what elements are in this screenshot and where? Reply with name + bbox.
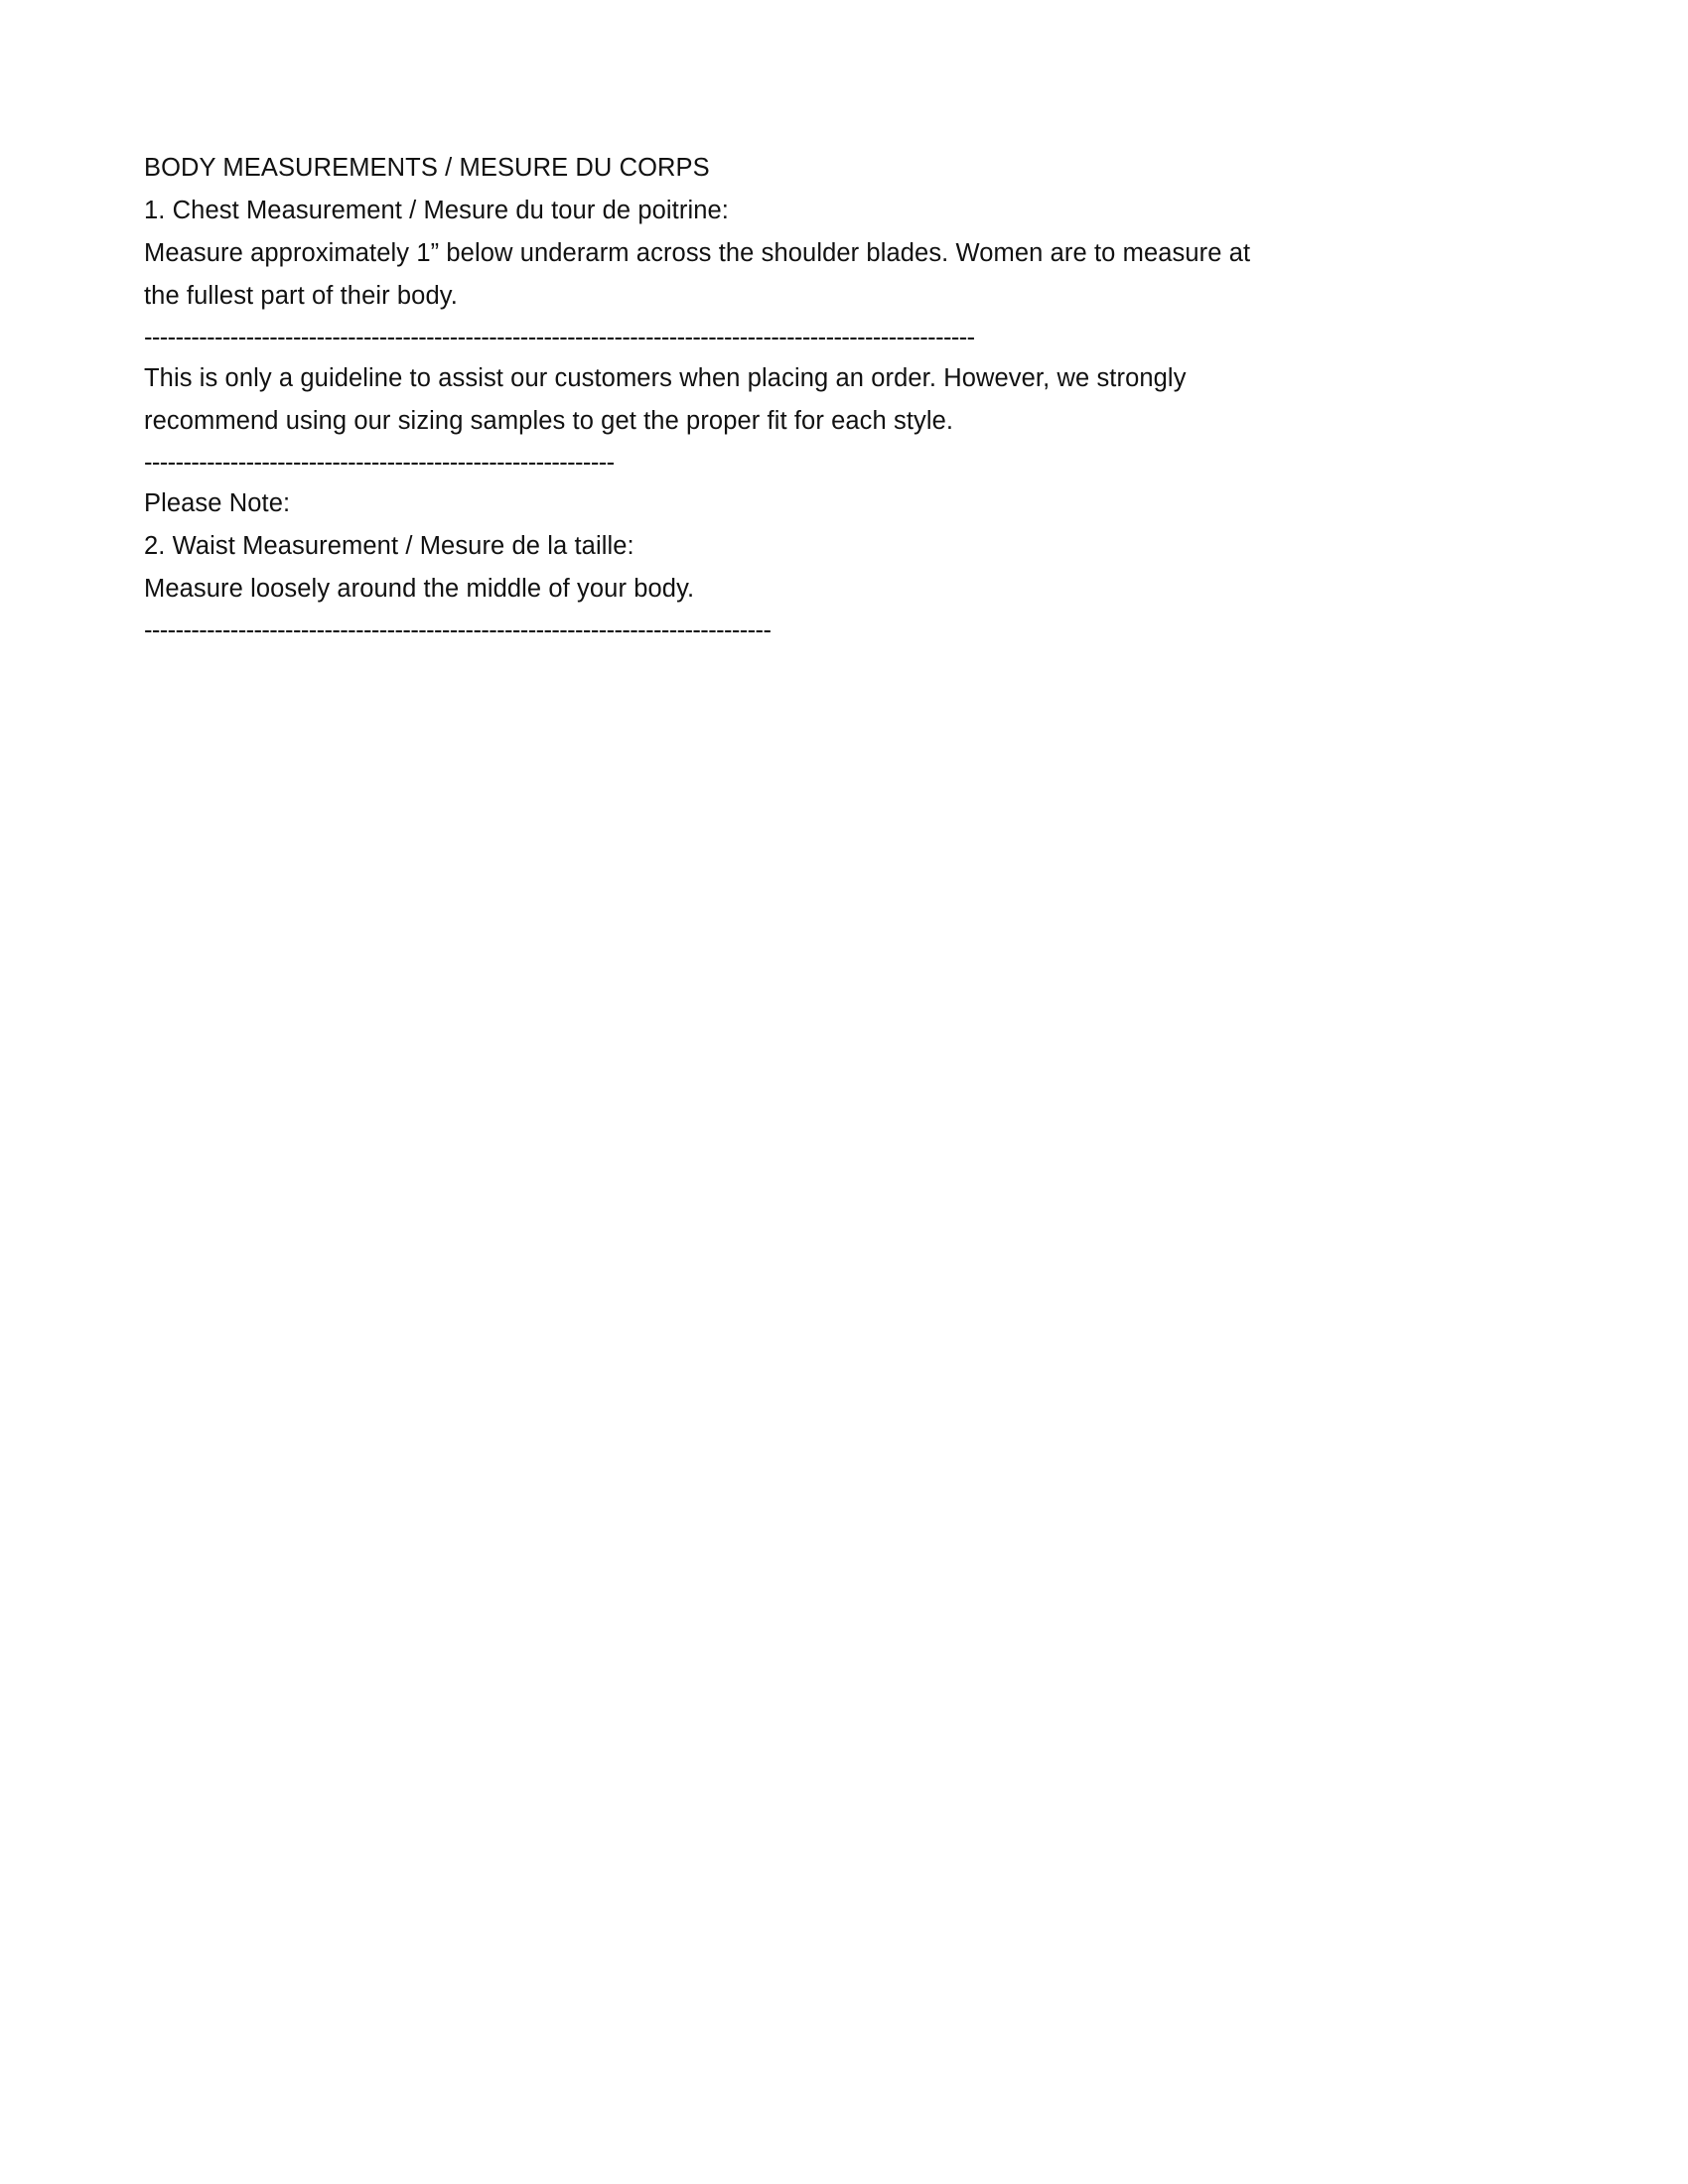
chest-measurement-label: 1. Chest Measurement / Mesure du tour de poitrine: [144, 197, 729, 224]
divider-line-1: ---------------------------------------------------------------------------------------------------------- [144, 324, 975, 351]
page-title: BODY MEASUREMENTS / MESURE DU CORPS [144, 154, 710, 182]
divider-line-3: -------------------------------------------------------------------------------- [144, 616, 772, 644]
please-note-label: Please Note: [144, 489, 291, 517]
waist-measurement-text: Measure loosely around the middle of your body. [144, 575, 695, 603]
waist-measurement-label: 2. Waist Measurement / Mesure de la taille: [144, 532, 634, 560]
divider-line-2: ------------------------------------------------------------ [144, 449, 615, 477]
guideline-text: This is only a guideline to assist our customers when placing an order. However, we strongly recommend using our sizing samples to get the proper fit for each style. [144, 364, 1187, 435]
document-content [144, 147, 1455, 650]
chest-measurement-text: Measure approximately 1” below underarm across the shoulder blades. Women are to measure at the fullest part of their body. [144, 239, 1251, 310]
